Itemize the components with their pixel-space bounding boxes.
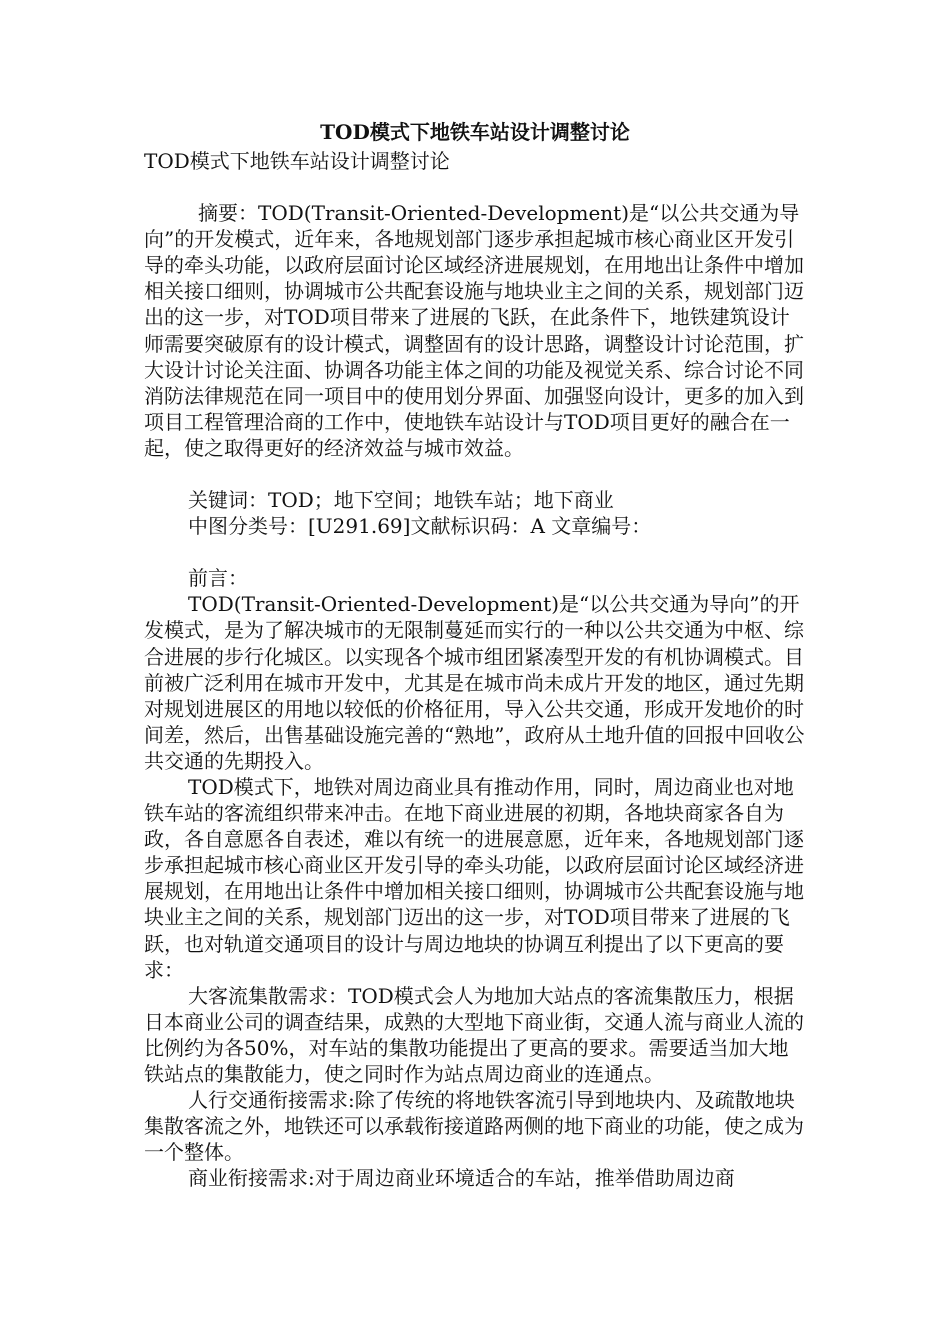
body-paragraph: 商业衔接需求:对于周边商业环境适合的车站，推举借助周边商 [188,1166,735,1191]
document-subtitle: TOD模式下地铁车站设计调整讨论 [144,149,450,173]
spacer [144,539,806,565]
body-paragraph: TOD模式下，地铁对周边商业具有推动作用，同时，周边商业也对地铁车站的客流组织带来冲击。在地下商业进展的初期，各地块商家各自为政，各自意愿各自表述，难以有统一的进展意愿，近年来，各地规划部门逐步承担起城市核心商业区开发引导的牵头功能，以政府层面讨论区域经济进展规划，在用地出让条件中增加相关接口细则，协调城市公共配套设施与地块业主之间的关系，规划部门迈出的这一步，对TOD项目带来了进展的飞跃，也对轨道交通项目的设计与周边地块的协调互利提出了以下更高的要求： [144,774,804,982]
classification-line: 中图分类号：[U291.69]文献标识码：A 文章编号： [188,514,652,539]
body-paragraph: 人行交通衔接需求:除了传统的将地铁客流引导到地块内、及疏散地块集散客流之外，地铁还可以承载衔接道路两侧的地下商业的功能，使之成为一个整体。 [144,1088,804,1165]
keywords-line: 关键词：TOD；地下空间；地铁车站；地下商业 [188,488,614,513]
abstract-paragraph: 摘要：TOD(Transit-Oriented-Development)是“以公共交通为导向”的开发模式，近年来，各地规划部门逐步承担起城市核心商业区开发引导的牵头功能，以政府层面讨论区域经济进展规划，在用地出让条件中增加相关接口细则，协调城市公共配套设施与地块业主之间的关系，规划部门迈出的这一步，对TOD项目带来了进展的飞跃，在此条件下，地铁建筑设计师需要突破原有的设计模式，调整固有的设计思路，调整设计讨论范围，扩大设计讨论关注面、协调各功能主体之间的功能及视觉关系、综合讨论不同消防法律规范在同一项目中的使用划分界面、加强竖向设计，更多的加入到项目工程管理洽商的工作中，使地铁车站设计与TOD项目更好的融合在一起，使之取得更好的经济效益与城市效益。 [144,201,804,460]
document-title: TOD模式下地铁车站设计调整讨论 [320,120,630,144]
spacer [144,461,806,487]
body-paragraph: TOD(Transit-Oriented-Development)是“以公共交通为导向”的开发模式，是为了解决城市的无限制蔓延而实行的一种以公共交通为中枢、综合进展的步行化城区。以实现各个城市组团紧凑型开发的有机协调模式。目前被广泛利用在城市开发中，尤其是在城市尚未成片开发的地区，通过先期对规划进展区的用地以较低的价格征用，导入公共交通，形成开发地价的时间差，然后，出售基础设施完善的“熟地”，政府从土地升值的回报中回收公共交通的先期投入。 [144,592,805,773]
body-paragraph: 大客流集散需求：TOD模式会人为地加大站点的客流集散压力，根据日本商业公司的调查结果，成熟的大型地下商业街，交通人流与商业人流的比例约为各50%，对车站的集散功能提出了更高的要求。需要适当加大地铁站点的集散能力，使之同时作为站点周边商业的连通点。 [144,983,804,1086]
preface-heading: 前言： [188,566,248,591]
document-page [144,118,806,1191]
